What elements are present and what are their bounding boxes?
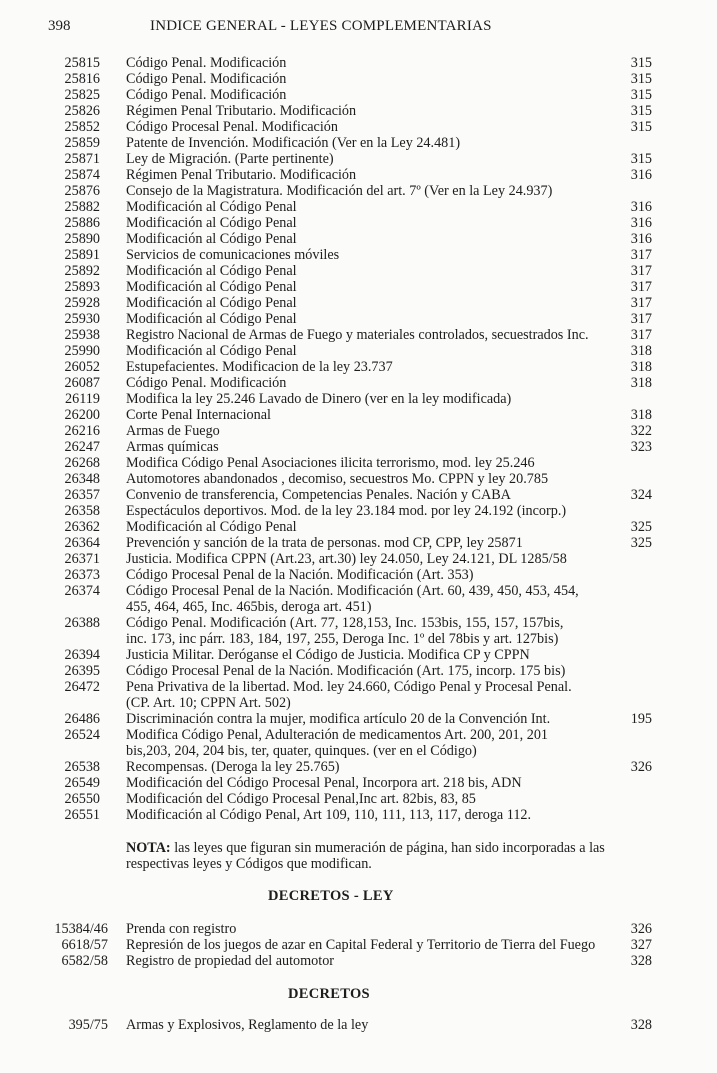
entry-description: Recompensas. (Deroga la ley 25.765) [126,759,340,775]
entry-page: 316 [630,231,652,247]
entry-description: Modificación del Código Procesal Penal,Inc art. 82bis, 83, 85 [126,791,476,807]
index-row [0,135,717,151]
index-row [0,519,717,535]
entry-description: Justicia. Modifica CPPN (Art.23, art.30) ley 24.050, Ley 24.121, DL 1285/58 [126,551,567,567]
index-row [0,151,717,167]
entry-number: 26551 [64,807,100,823]
entry-number: 26395 [64,663,100,679]
index-row [0,775,717,791]
index-row [0,535,717,551]
entry-description: Estupefacientes. Modificacion de la ley 23.737 [126,359,393,375]
entry-page: 315 [630,55,652,71]
entry-description: Modificación al Código Penal [126,279,297,295]
index-row [0,953,717,969]
index-row [0,615,717,647]
entry-description: Código Penal. Modificación (Art. 77, 128,153, Inc. 153bis, 155, 157, 157bis, inc. 173, inc párr. 183, 184, 197, 255, Deroga Inc. 1º del 78bis y art. 127bis) [126,615,564,647]
entry-number: 25930 [64,311,100,327]
entry-page: 318 [630,375,652,391]
entry-number: 25826 [64,103,100,119]
laws-index-list [0,55,717,823]
entry-number: 26524 [64,727,100,743]
entry-number: 25852 [64,119,100,135]
index-row [0,359,717,375]
entry-page: 317 [630,247,652,263]
entry-number: 25882 [64,199,100,215]
entry-number: 26374 [64,583,100,599]
index-row [0,167,717,183]
index-row [0,807,717,823]
entry-description: Consejo de la Magistratura. Modificación del art. 7º (Ver en la Ley 24.937) [126,183,553,199]
entry-number: 15384/46 [54,921,108,937]
entry-number: 26200 [64,407,100,423]
entry-number: 25886 [64,215,100,231]
entry-number: 25816 [64,71,100,87]
entry-page: 323 [630,439,652,455]
entry-number: 26247 [64,439,100,455]
entry-number: 26087 [64,375,100,391]
entry-description: Modificación al Código Penal [126,343,297,359]
entry-description: Modificación al Código Penal [126,199,297,215]
index-row [0,119,717,135]
page-header [0,18,717,38]
entry-page: 316 [630,167,652,183]
entry-description: Represión de los juegos de azar en Capital Federal y Territorio de Tierra del Fuego [126,937,596,953]
entry-number: 25990 [64,343,100,359]
entry-page: 324 [630,487,652,503]
index-row [0,199,717,215]
entry-number: 25859 [64,135,100,151]
entry-description: Modificación al Código Penal [126,263,297,279]
entry-page: 326 [630,759,652,775]
entry-page: 317 [630,279,652,295]
index-row [0,423,717,439]
entry-number: 26119 [65,391,100,407]
entry-number: 6618/57 [61,937,108,953]
entry-number: 25871 [64,151,100,167]
entry-page: 317 [630,263,652,279]
index-row [0,295,717,311]
entry-description: Automotores abandonados , decomiso, secuestros Mo. CPPN y ley 20.785 [126,471,549,487]
entry-number: 25892 [64,263,100,279]
entry-description: Modifica la ley 25.246 Lavado de Dinero (ver en la ley modificada) [126,391,512,407]
index-row [0,263,717,279]
index-row [0,55,717,71]
entry-number: 26550 [64,791,100,807]
entry-number: 26371 [64,551,100,567]
entry-description: Prenda con registro [126,921,237,937]
entry-page: 322 [630,423,652,439]
entry-description: Modificación al Código Penal [126,295,297,311]
entry-page: 325 [630,519,652,535]
entry-description: Modificación al Código Penal [126,231,297,247]
entry-description: Código Penal. Modificación [126,71,287,87]
index-row [0,471,717,487]
index-row [0,663,717,679]
entry-number: 26472 [64,679,100,695]
entry-page: 317 [630,295,652,311]
entry-page: 326 [630,921,652,937]
entry-number: 26373 [64,567,100,583]
decretos-ley-list [0,921,717,969]
entry-page: 315 [630,71,652,87]
index-row [0,407,717,423]
index-row [0,551,717,567]
entry-description: Régimen Penal Tributario. Modificación [126,167,357,183]
entry-number: 25928 [64,295,100,311]
entry-description: Armas y Explosivos, Reglamento de la ley [126,1017,369,1033]
index-row [0,375,717,391]
index-row [0,215,717,231]
entry-description: Código Penal. Modificación [126,55,287,71]
index-row [0,921,717,937]
entry-description: Modificación al Código Penal [126,519,297,535]
entry-description: Modificación al Código Penal, Art 109, 110, 111, 113, 117, deroga 112. [126,807,532,823]
entry-page: 315 [630,103,652,119]
entry-page: 328 [630,953,652,969]
entry-number: 26348 [64,471,100,487]
entry-page: 316 [630,199,652,215]
index-row [0,439,717,455]
entry-description: Modifica Código Penal Asociaciones ilicita terrorismo, mod. ley 25.246 [126,455,535,471]
entry-description: Armas de Fuego [126,423,220,439]
entry-description: Código Procesal Penal de la Nación. Modificación (Art. 175, incorp. 175 bis) [126,663,566,679]
index-row [0,503,717,519]
entry-number: 26358 [64,503,100,519]
index-row [0,937,717,953]
section-title-decretos: DECRETOS [288,986,370,1002]
page-title: INDICE GENERAL - LEYES COMPLEMENTARIAS [150,18,492,34]
entry-description: Modificación al Código Penal [126,215,297,231]
entry-description: Código Penal. Modificación [126,87,287,103]
entry-page: 317 [630,311,652,327]
entry-page: 315 [630,87,652,103]
entry-number: 26549 [64,775,100,791]
entry-page: 325 [630,535,652,551]
index-row [0,279,717,295]
index-row [0,343,717,359]
entry-page: 318 [630,407,652,423]
entry-page: 317 [630,327,652,343]
entry-number: 25890 [64,231,100,247]
index-row [0,727,717,759]
index-row [0,71,717,87]
entry-number: 26268 [64,455,100,471]
index-row [0,231,717,247]
entry-description: Registro Nacional de Armas de Fuego y materiales controlados, secuestrados Inc. [126,327,589,343]
entry-description: Patente de Invención. Modificación (Ver en la Ley 24.481) [126,135,461,151]
entry-number: 26052 [64,359,100,375]
entry-number: 395/75 [68,1017,108,1033]
index-row [0,679,717,711]
index-row [0,567,717,583]
note-text: las leyes que figuran sin mumeración de página, han sido incorporadas a las respectivas leyes y Códigos que modifican. [126,840,605,872]
entry-number: 26486 [64,711,100,727]
entry-number: 25874 [64,167,100,183]
index-row [0,455,717,471]
entry-description: Armas químicas [126,439,219,455]
entry-description: Convenio de transferencia, Competencias Penales. Nación y CABA [126,487,511,503]
entry-page: 327 [630,937,652,953]
index-row [0,583,717,615]
index-row [0,1017,717,1033]
index-row [0,791,717,807]
entry-description: Código Procesal Penal de la Nación. Modificación (Art. 60, 439, 450, 453, 454, 455, 464, 465, Inc. 465bis, deroga art. 451) [126,583,579,615]
index-row [0,247,717,263]
section-title-decretos-ley: DECRETOS - LEY [268,888,394,904]
entry-description: Espectáculos deportivos. Mod. de la ley 23.184 mod. por ley 24.192 (incorp.) [126,503,567,519]
entry-description: Código Procesal Penal. Modificación [126,119,338,135]
entry-number: 26216 [64,423,100,439]
entry-page: 316 [630,215,652,231]
entry-page: 328 [630,1017,652,1033]
index-row [0,87,717,103]
entry-description: Modificación al Código Penal [126,311,297,327]
entry-description: Corte Penal Internacional [126,407,271,423]
entry-page: 315 [630,151,652,167]
entry-number: 26364 [64,535,100,551]
index-row [0,391,717,407]
entry-description: Modifica Código Penal, Adulteración de medicamentos Art. 200, 201, 201 bis,203, 204, 204 bis, ter, quater, quinques. (ver en el Código) [126,727,549,759]
entry-number: 26388 [64,615,100,631]
index-row [0,759,717,775]
entry-description: Servicios de comunicaciones móviles [126,247,340,263]
index-row [0,711,717,727]
entry-description: Código Procesal Penal de la Nación. Modificación (Art. 353) [126,567,474,583]
entry-description: Código Penal. Modificación [126,375,287,391]
entry-description: Prevención y sanción de la trata de personas. mod CP, CPP, ley 25871 [126,535,523,551]
page-number: 398 [48,18,71,34]
entry-description: Régimen Penal Tributario. Modificación [126,103,357,119]
entry-page: 318 [630,359,652,375]
footnote [126,840,606,872]
entry-number: 25891 [64,247,100,263]
note-label: NOTA: [126,840,171,856]
entry-number: 25893 [64,279,100,295]
decretos-list [0,1017,717,1033]
entry-number: 25825 [64,87,100,103]
entry-description: Justicia Militar. Deróganse el Código de Justicia. Modifica CP y CPPN [126,647,530,663]
entry-number: 25938 [64,327,100,343]
entry-description: Discriminación contra la mujer, modifica artículo 20 de la Convención Int. [126,711,551,727]
entry-number: 26357 [64,487,100,503]
index-row [0,311,717,327]
entry-number: 6582/58 [61,953,108,969]
entry-description: Registro de propiedad del automotor [126,953,335,969]
entry-number: 25876 [64,183,100,199]
entry-number: 25815 [64,55,100,71]
index-row [0,487,717,503]
entry-description: Modificación del Código Procesal Penal, Incorpora art. 218 bis, ADN [126,775,522,791]
index-row [0,183,717,199]
entry-number: 26394 [64,647,100,663]
entry-number: 26362 [64,519,100,535]
index-row [0,103,717,119]
index-row [0,327,717,343]
entry-description: Pena Privativa de la libertad. Mod. ley 24.660, Código Penal y Procesal Penal. (CP. Art. 10; CPPN Art. 502) [126,679,572,711]
entry-page: 195 [630,711,652,727]
entry-number: 26538 [64,759,100,775]
entry-description: Ley de Migración. (Parte pertinente) [126,151,334,167]
index-row [0,647,717,663]
entry-page: 315 [630,119,652,135]
entry-page: 318 [630,343,652,359]
